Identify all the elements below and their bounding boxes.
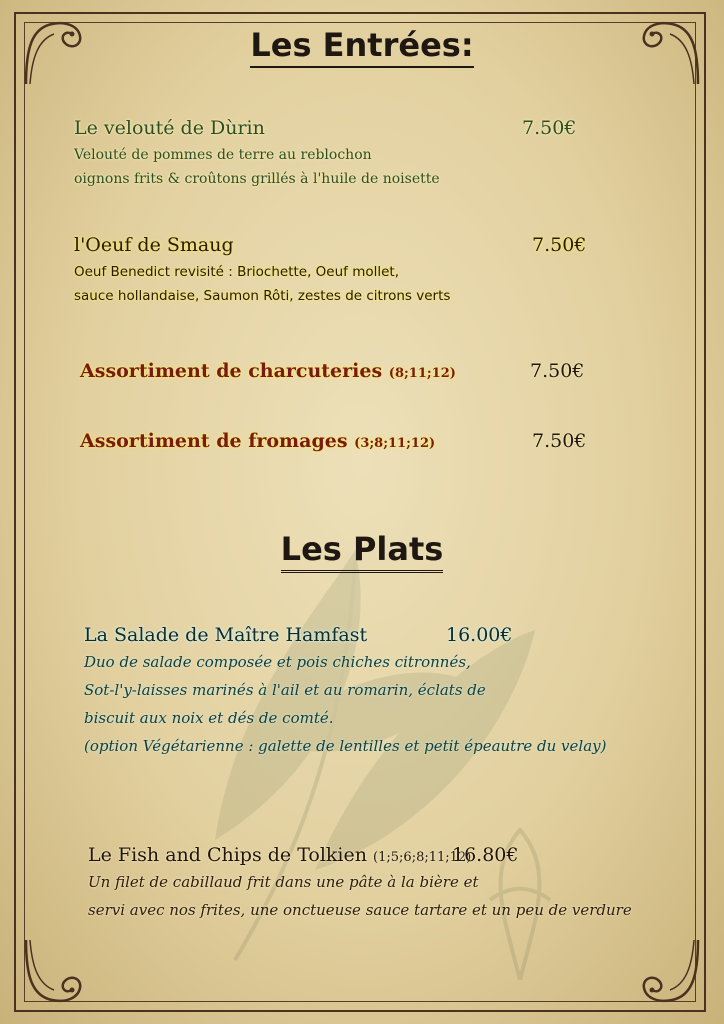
item-price: 7.50€: [530, 360, 585, 382]
item-description: Oeuf Benedict revisité : Briochette, Oeuf mollet,: [74, 264, 400, 280]
allergen-codes: (3;8;11;12): [354, 436, 436, 451]
menu-item-fish-and-chips: [88, 844, 632, 924]
item-price: 7.50€: [532, 430, 587, 452]
item-price: 7.50€: [522, 117, 577, 139]
item-name: Le velouté de Dùrin: [74, 117, 265, 139]
item-description: sauce hollandaise, Saumon Rôti, zestes de citrons verts: [74, 288, 451, 304]
ornament-icon: [632, 936, 702, 1006]
allergen-codes: (1;5;6;8;11;12): [373, 850, 472, 865]
item-name: Le Fish and Chips de Tolkien: [88, 844, 367, 866]
item-description: servi avec nos frites, une onctueuse sauce tartare et un peu de verdure: [88, 901, 632, 919]
item-price: 16.00€: [446, 624, 513, 646]
item-price: 16.80€: [452, 844, 519, 866]
item-description: biscuit aux noix et dés de comté.: [84, 709, 334, 727]
menu-item-charcuteries: [80, 360, 600, 382]
menu-item-fromages: [80, 430, 600, 452]
plats-title: Les Plats: [0, 530, 724, 568]
menu-item-veloute: [74, 117, 594, 191]
entrees-title: Les Entrées:: [0, 26, 724, 64]
item-description: Sot-l'y-laisses marinés à l'ail et au romarin, éclats de: [84, 681, 486, 699]
item-description: Un filet de cabillaud frit dans une pâte à la bière et: [88, 873, 479, 891]
ornament-icon: [22, 936, 92, 1006]
item-description: Duo de salade composée et pois chiches citronnés,: [84, 653, 471, 671]
item-price: 7.50€: [532, 234, 587, 256]
item-name: l'Oeuf de Smaug: [74, 234, 234, 256]
allergen-codes: (8;11;12): [388, 366, 456, 381]
item-description: Velouté de pommes de terre au reblochon: [74, 147, 372, 163]
item-name: Assortiment de fromages: [80, 430, 348, 452]
menu-item-salade: [84, 624, 644, 760]
item-description: (option Végétarienne : galette de lentilles et petit épeautre du velay): [84, 737, 607, 755]
item-name: Assortiment de charcuteries: [80, 360, 383, 382]
item-description: oignons frits & croûtons grillés à l'huile de noisette: [74, 171, 440, 187]
menu-item-oeuf: [74, 234, 594, 308]
item-name: La Salade de Maître Hamfast: [84, 624, 368, 646]
